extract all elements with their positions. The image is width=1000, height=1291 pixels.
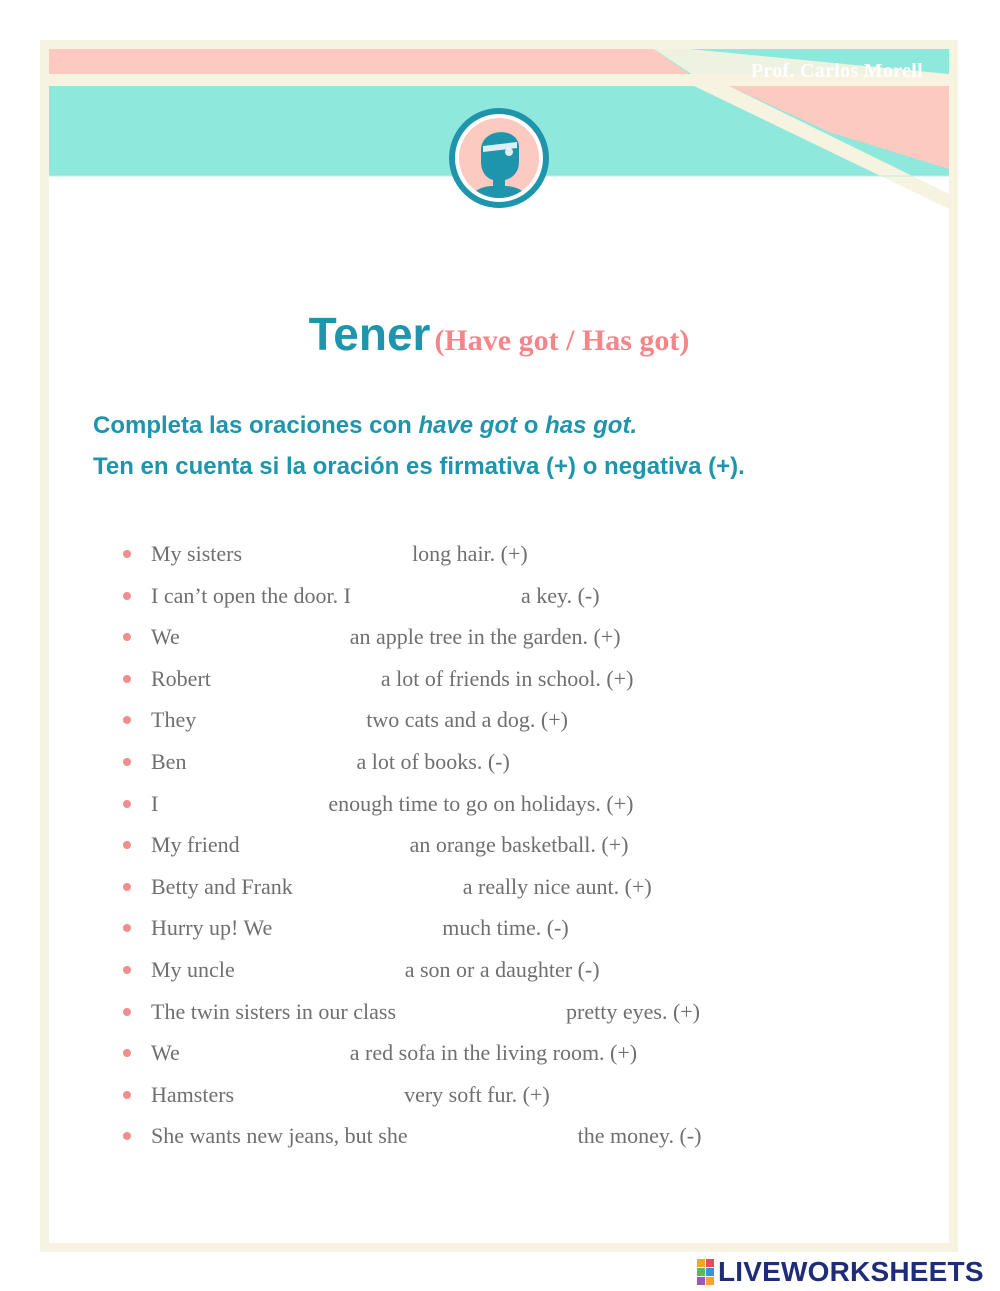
- exercise-text-after: very soft fur. (+): [404, 1081, 550, 1107]
- exercise-item: [121, 533, 701, 575]
- exercise-text-after: an orange basketball. (+): [409, 832, 629, 858]
- author-name: Prof. Carlos Morell: [750, 60, 923, 82]
- bullet-icon: [123, 633, 131, 641]
- exercise-item: [121, 575, 701, 617]
- exercise-text-after: a lot of friends in school. (+): [380, 665, 634, 691]
- instructions-line-2: Ten en cuenta si la oración es firmativa (+) o negativa (+).: [93, 453, 745, 480]
- exercise-text-before: We: [151, 1040, 180, 1066]
- exercise-text-after: much time. (-): [442, 915, 569, 941]
- exercise-item: [121, 1115, 701, 1157]
- liveworksheets-logo: [697, 1256, 984, 1288]
- instruction-emphasis-have-got: have got: [418, 412, 518, 439]
- exercise-text-before: My friend: [151, 832, 240, 858]
- exercise-text-after: enough time to go on holidays. (+): [328, 790, 634, 816]
- worksheet-frame: [40, 40, 958, 1252]
- bullet-icon: [123, 883, 131, 891]
- person-head-icon: [447, 106, 551, 210]
- exercise-item: [121, 658, 701, 700]
- exercise-item: [121, 699, 701, 741]
- exercise-text-before: Robert: [151, 665, 211, 691]
- bullet-icon: [123, 758, 131, 766]
- bullet-icon: [123, 716, 131, 724]
- bullet-icon: [123, 966, 131, 974]
- title-main: Tener: [308, 308, 431, 360]
- page-title: [49, 307, 949, 361]
- exercise-text-before: I can’t open the door. I: [151, 582, 351, 608]
- bullet-icon: [123, 1132, 131, 1140]
- exercise-text-before: The twin sisters in our class: [151, 998, 397, 1024]
- title-sub: (Have got / Has got): [434, 324, 690, 357]
- exercise-text-after: an apple tree in the garden. (+): [349, 624, 621, 650]
- logo-blocks-icon: [697, 1259, 714, 1285]
- exercise-item: [121, 907, 701, 949]
- exercise-text-before: We: [151, 624, 180, 650]
- exercise-text-before: Hurry up! We: [151, 915, 273, 941]
- instruction-text-mid: o: [517, 412, 546, 439]
- exercise-text-after: a key. (-): [520, 582, 600, 608]
- exercise-text-before: Ben: [151, 748, 187, 774]
- bullet-icon: [123, 1008, 131, 1016]
- exercise-text-after: the money. (-): [577, 1123, 702, 1149]
- exercise-item: [121, 866, 701, 908]
- exercise-text-after: a lot of books. (-): [356, 748, 510, 774]
- exercise-text-before: I: [151, 790, 159, 816]
- bullet-icon: [123, 1049, 131, 1057]
- exercise-text-after: long hair. (+): [412, 541, 528, 566]
- exercise-text-after: a really nice aunt. (+): [462, 873, 652, 899]
- exercise-item: [121, 783, 701, 825]
- exercise-text-after: pretty eyes. (+): [566, 998, 700, 1024]
- bullet-icon: [123, 800, 131, 808]
- exercise-item: [121, 1074, 701, 1116]
- bullet-icon: [123, 841, 131, 849]
- instructions: [93, 405, 745, 487]
- exercise-list: [121, 533, 701, 1157]
- exercise-item: [121, 949, 701, 991]
- bullet-icon: [123, 924, 131, 932]
- exercise-text-before: They: [151, 707, 197, 733]
- instruction-emphasis-has-got: has got.: [545, 412, 638, 439]
- exercise-text-before: My uncle: [151, 956, 235, 982]
- exercise-item: [121, 824, 701, 866]
- exercise-text-after: a son or a daughter (-): [404, 956, 600, 982]
- instruction-text: Completa las oraciones con: [93, 412, 419, 439]
- exercise-item: [121, 991, 701, 1033]
- exercise-text-after: a red sofa in the living room. (+): [349, 1040, 638, 1066]
- bullet-icon: [123, 592, 131, 600]
- exercise-text-before: My sisters: [151, 541, 243, 566]
- exercise-item: [121, 741, 701, 783]
- bullet-icon: [123, 1091, 131, 1099]
- exercise-text-before: Betty and Frank: [151, 873, 293, 899]
- exercise-item: [121, 1032, 701, 1074]
- exercise-text-before: She wants new jeans, but she: [151, 1123, 408, 1149]
- bullet-icon: [123, 550, 131, 558]
- exercise-text-before: Hamsters: [151, 1081, 235, 1107]
- exercise-text-after: two cats and a dog. (+): [366, 707, 568, 733]
- instructions-line-1: [93, 405, 745, 446]
- logo-text: LIVEWORKSHEETS: [718, 1256, 984, 1287]
- bullet-icon: [123, 675, 131, 683]
- worksheet-page: [49, 49, 949, 1243]
- exercise-item: [121, 616, 701, 658]
